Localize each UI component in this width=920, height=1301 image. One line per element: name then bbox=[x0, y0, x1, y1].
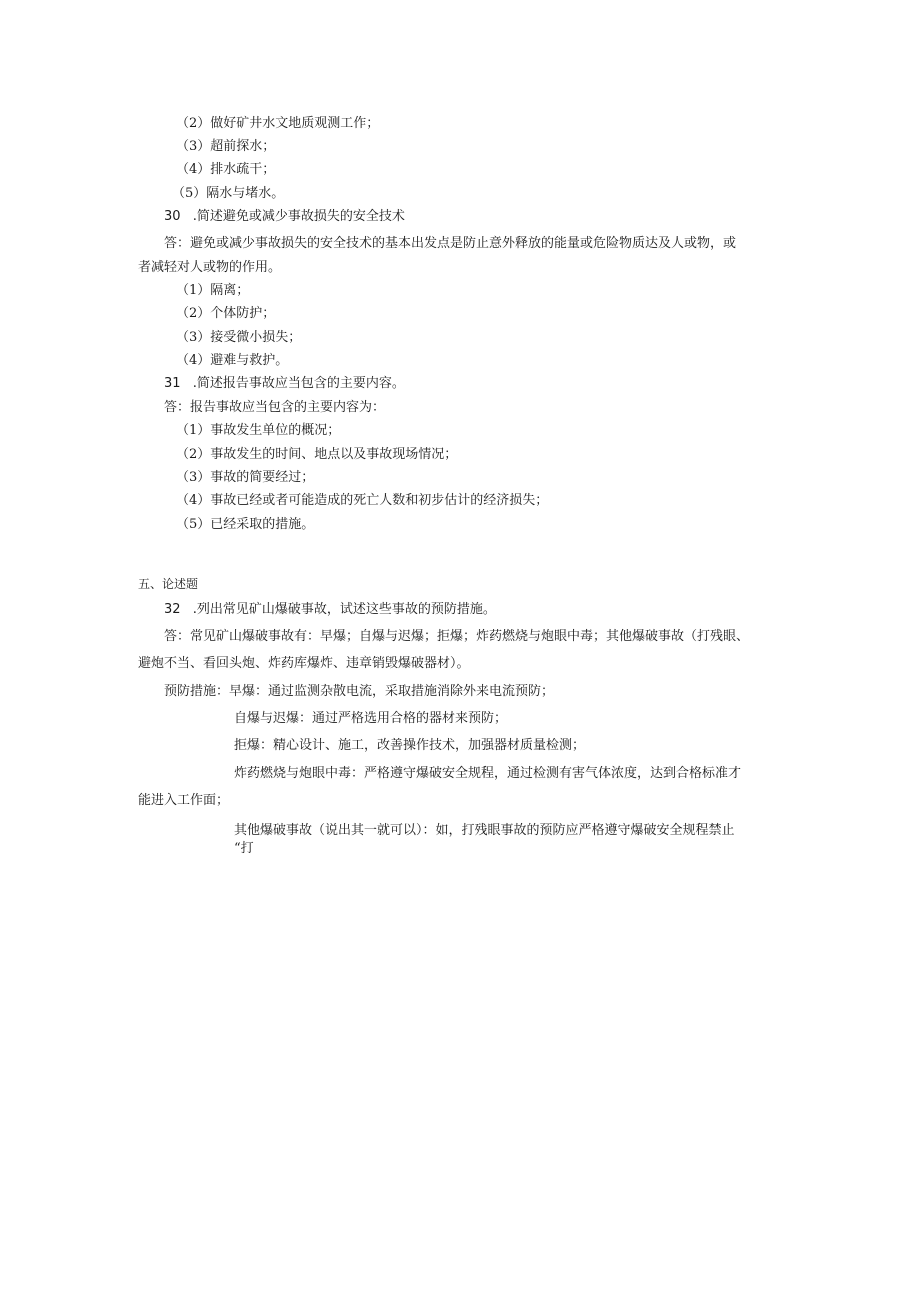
prevention-other-line1: 其他爆破事故（说出其一就可以）：如，打残眼事故的预防应严格遵守爆破安全规程禁止 bbox=[234, 823, 735, 838]
question-30 bbox=[164, 208, 405, 226]
list-item-2: （2）做好矿井水文地质观测工作； bbox=[176, 116, 380, 131]
list-item-4: （4）排水疏干； bbox=[176, 162, 276, 177]
prevention-burn-line1: 炸药燃烧与炮眼中毒：严格遵守爆破安全规程，通过检测有害气体浓度，达到合格标准才 bbox=[234, 766, 742, 781]
answer-31-item: （3）事故的简要经过； bbox=[176, 470, 315, 485]
list-item-3: （3）超前探水； bbox=[176, 139, 276, 154]
prevention-self-explode: 自爆与迟爆：通过严格选用合格的器材来预防； bbox=[234, 711, 508, 726]
section-heading: 五、论述题 bbox=[138, 577, 199, 591]
answer-31-item: （1）事故发生单位的概况； bbox=[176, 423, 341, 438]
prevention-misfire: 拒爆：精心设计、施工，改善操作技术，加强器材质量检测； bbox=[234, 738, 586, 753]
question-text: .简述避免或减少事故损失的安全技术 bbox=[192, 209, 405, 224]
answer-32-line2: 避炮不当、看回头炮、炸药库爆炸、违章销毁爆破器材）。 bbox=[138, 656, 470, 671]
question-31 bbox=[164, 375, 405, 393]
prevention-measures: 预防措施：早爆：通过监测杂散电流，采取措施消除外来电流预防； bbox=[164, 684, 555, 699]
answer-32-line1: 答：常见矿山爆破事故有：早爆；自爆与迟爆；拒爆；炸药燃烧与炮眼中毒；其他爆破事故（打残眼、 bbox=[164, 629, 750, 644]
prevention-burn-line2: 能进入工作面； bbox=[138, 793, 230, 808]
prevention-other-line2: “打 bbox=[234, 841, 254, 856]
question-text: .简述报告事故应当包含的主要内容。 bbox=[192, 376, 405, 391]
answer-30-item: （2）个体防护； bbox=[176, 306, 276, 321]
answer-31-item: （2）事故发生的时间、地点以及事故现场情况； bbox=[176, 447, 458, 462]
question-number: 32 bbox=[164, 602, 181, 617]
answer-30-item: （3）接受微小损失； bbox=[176, 330, 302, 345]
question-number: 31 bbox=[164, 376, 181, 391]
answer-31: 答：报告事故应当包含的主要内容为： bbox=[164, 400, 386, 415]
question-32 bbox=[164, 601, 496, 619]
answer-30-item: （4）避难与救护。 bbox=[176, 353, 289, 368]
answer-30-line1: 答：避免或减少事故损失的安全技术的基本出发点是防止意外释放的能量或危险物质达及人或物，或 bbox=[164, 236, 737, 251]
question-text: .列出常见矿山爆破事故，试述这些事故的预防措施。 bbox=[192, 602, 496, 617]
answer-30-line2: 者减轻对人或物的作用。 bbox=[138, 260, 282, 275]
list-item-5: （5）隔水与堵水。 bbox=[172, 186, 285, 201]
answer-30-item: （1）隔离； bbox=[176, 283, 250, 298]
answer-31-item: （5）已经采取的措施。 bbox=[176, 517, 315, 532]
answer-31-item: （4）事故已经或者可能造成的死亡人数和初步估计的经济损失； bbox=[176, 493, 549, 508]
question-number: 30 bbox=[164, 209, 181, 224]
